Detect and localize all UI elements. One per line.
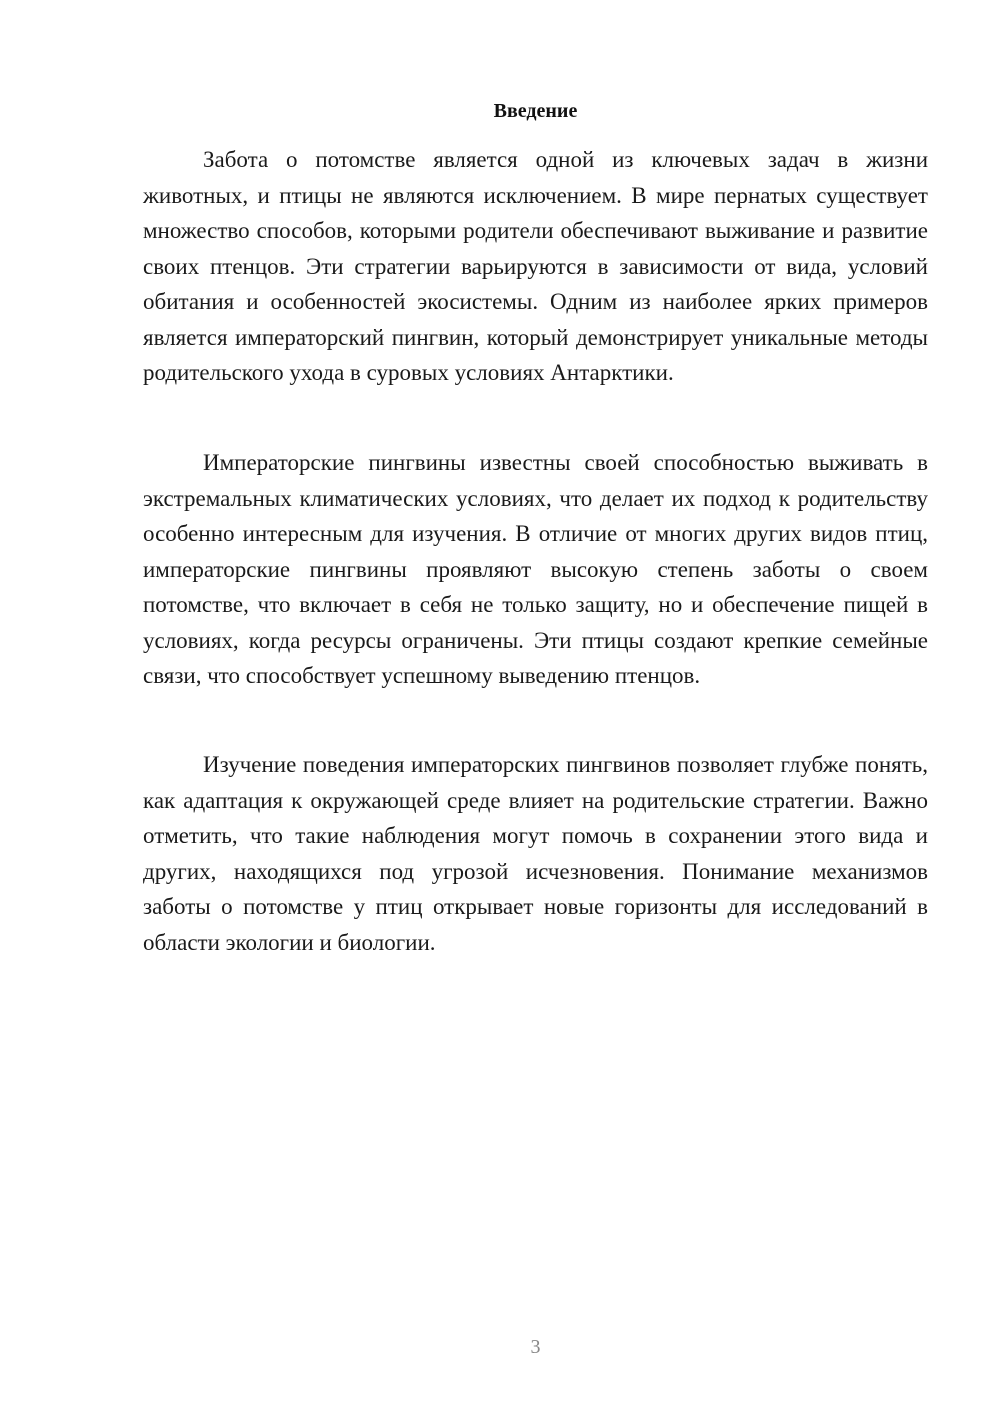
- paragraph-1-block: [143, 142, 928, 391]
- paragraph-3-block: [143, 747, 928, 960]
- paragraph-1: Забота о потомстве является одной из ключевых задач в жизни животных, и птицы не являются исключением. В мире пернатых существует множество способов, которыми родители обеспечивают выживание и развитие своих птенцов. Эти стратегии варьируются в зависимости от вида, условий обитания и особенностей экосистемы. Одним из наиболее ярких примеров является императорский пингвин, который демонстрирует уникальные методы родительского ухода в суровых условиях Антарктики.: [143, 147, 928, 385]
- page-number: 3: [530, 1336, 541, 1358]
- paragraph-3: Изучение поведения императорских пингвинов позволяет глубже понять, как адаптация к окружающей среде влияет на родительские стратегии. Важно отметить, что такие наблюдения могут помочь в сохранении этого вида и других, находящихся под угрозой исчезновения. Понимание механизмов заботы о потомстве у птиц открывает новые горизонты для исследований в области экологии и биологии.: [143, 752, 928, 955]
- paragraph-2: Императорские пингвины известны своей способностью выживать в экстремальных климатических условиях, что делает их подход к родительству особенно интересным для изучения. В отличие от многих других видов птиц, императорские пингвины проявляют высокую степень заботы о своем потомстве, что включает в себя не только защиту, но и обеспечение пищей в условиях, когда ресурсы ограничены. Эти птицы создают крепкие семейные связи, что способствует успешному выведению птенцов.: [143, 450, 928, 688]
- paragraph-2-block: [143, 445, 928, 694]
- page-title: Введение: [493, 100, 578, 122]
